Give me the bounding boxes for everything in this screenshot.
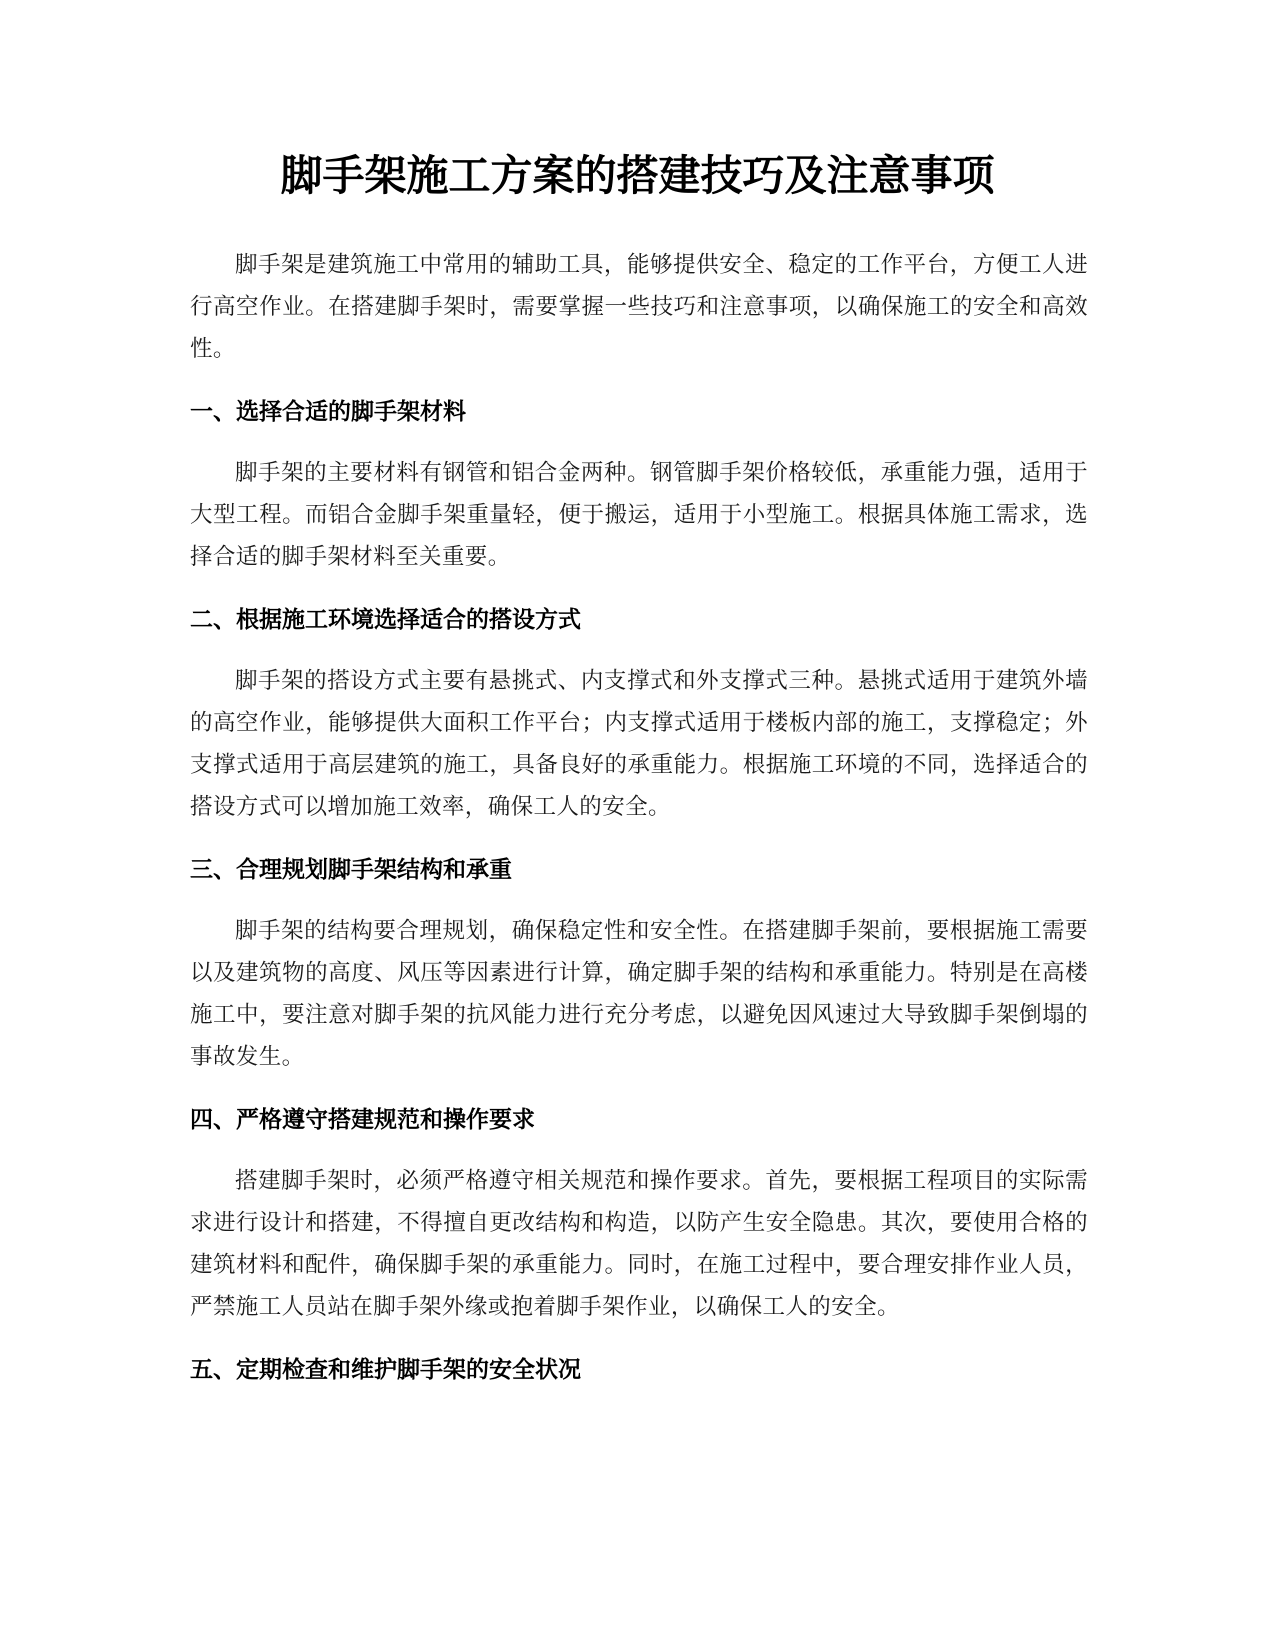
section-heading-4: 四、严格遵守搭建规范和操作要求 [190, 1107, 535, 1133]
section-heading-5: 五、定期检查和维护脚手架的安全状况 [190, 1357, 581, 1383]
document-body [190, 244, 1088, 1390]
section-paragraph-4: 搭建脚手架时，必须严格遵守相关规范和操作要求。首先，要根据工程项目的实际需求进行设计和搭建，不得擅自更改结构和构造，以防产生安全隐患。其次，要使用合格的建筑材料和配件，确保脚手架的承重能力。同时，在施工过程中，要合理安排作业人员，严禁施工人员站在脚手架外缘或抱着脚手架作业，以确保工人的安全。 [190, 1168, 1088, 1320]
section-paragraph-3: 脚手架的结构要合理规划，确保稳定性和安全性。在搭建脚手架前，要根据施工需要以及建筑物的高度、风压等因素进行计算，确定脚手架的结构和承重能力。特别是在高楼施工中，要注意对脚手架的抗风能力进行充分考虑，以避免因风速过大导致脚手架倒塌的事故发生。 [190, 918, 1088, 1070]
section-heading-2: 二、根据施工环境选择适合的搭设方式 [190, 607, 581, 633]
section-heading-3: 三、合理规划脚手架结构和承重 [190, 857, 512, 883]
intro-paragraph: 脚手架是建筑施工中常用的辅助工具，能够提供安全、稳定的工作平台，方便工人进行高空作业。在搭建脚手架时，需要掌握一些技巧和注意事项，以确保施工的安全和高效性。 [190, 252, 1088, 362]
section-heading-1: 一、选择合适的脚手架材料 [190, 399, 466, 425]
section-paragraph-1: 脚手架的主要材料有钢管和铝合金两种。钢管脚手架价格较低，承重能力强，适用于大型工程。而铝合金脚手架重量轻，便于搬运，适用于小型施工。根据具体施工需求，选择合适的脚手架材料至关重要。 [190, 460, 1088, 570]
document-title: 脚手架施工方案的搭建技巧及注意事项 [280, 151, 995, 200]
section-paragraph-2: 脚手架的搭设方式主要有悬挑式、内支撑式和外支撑式三种。悬挑式适用于建筑外墙的高空作业，能够提供大面积工作平台；内支撑式适用于楼板内部的施工，支撑稳定；外支撑式适用于高层建筑的施工，具备良好的承重能力。根据施工环境的不同，选择适合的搭设方式可以增加施工效率，确保工人的安全。 [190, 668, 1088, 820]
